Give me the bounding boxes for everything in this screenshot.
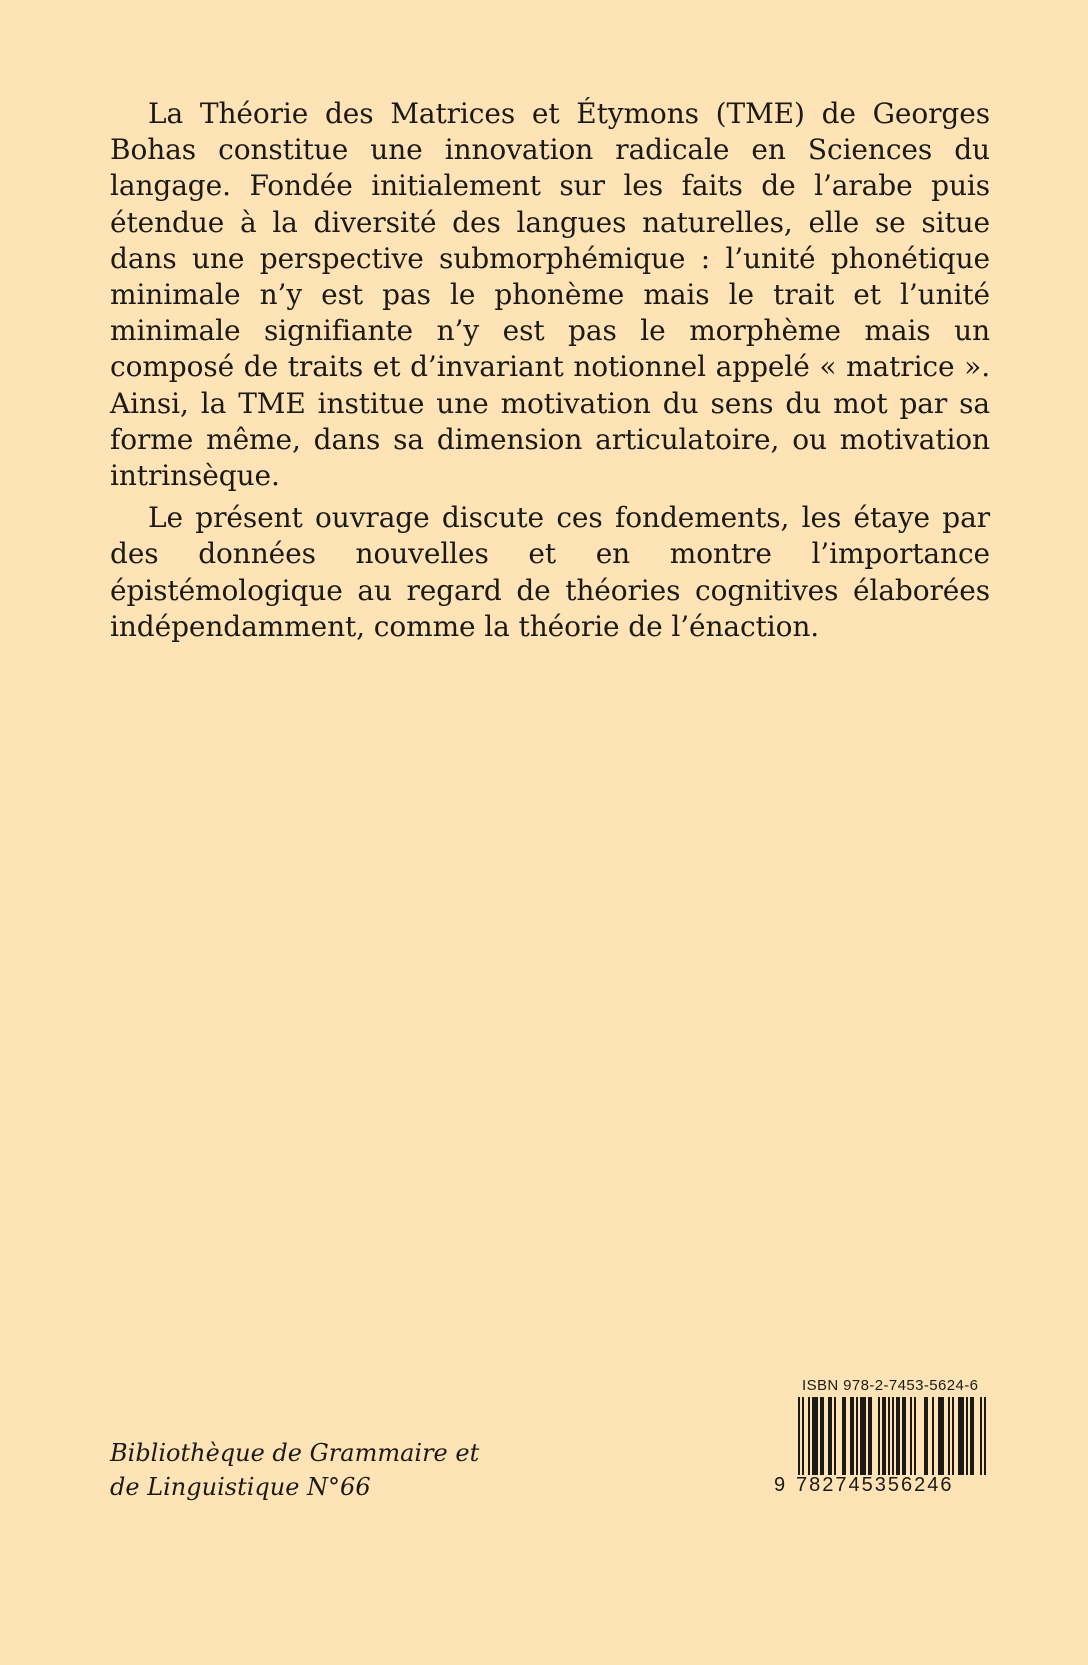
isbn-barcode [774, 1377, 988, 1495]
barcode-bar [938, 1397, 944, 1475]
barcode-bar [924, 1397, 928, 1475]
barcode-digit-groups: 782745356246 [796, 1474, 954, 1496]
barcode-bar [888, 1397, 890, 1475]
barcode-bar [952, 1397, 954, 1475]
barcode-bar [828, 1397, 832, 1475]
barcode-bar [948, 1397, 950, 1475]
barcode-bar [984, 1397, 986, 1475]
barcode-bar [808, 1397, 810, 1475]
barcode-bar [812, 1397, 818, 1475]
blurb-paragraph-2: Le présent ouvrage discute ces fondements, les étaye par des données nouvelles et en montre l’importance épistémologique au regard de théories cognitives élaborées indépendamment, comme la théorie de l’énaction. [110, 501, 990, 643]
barcode-bar [980, 1397, 982, 1475]
barcode-lead-digit: 9 [774, 1474, 788, 1496]
series-title [110, 1436, 530, 1504]
barcode-bar [966, 1397, 968, 1475]
barcode-bar [910, 1397, 912, 1475]
barcode-bar [868, 1397, 872, 1475]
barcode-bar [856, 1397, 858, 1475]
barcode-bar [850, 1397, 854, 1475]
barcode-bar [970, 1397, 974, 1475]
barcode-bar [802, 1397, 804, 1475]
barcode-bar [878, 1397, 880, 1475]
barcode-bars [798, 1397, 986, 1475]
barcode-bar [902, 1397, 906, 1475]
barcode-bar [882, 1397, 886, 1475]
barcode-bar [914, 1397, 916, 1475]
series-title-line-1: Bibliothèque de Grammaire et [110, 1439, 480, 1467]
barcode-bar [842, 1397, 846, 1475]
barcode-bar [896, 1397, 900, 1475]
barcode-bar [834, 1397, 836, 1475]
barcode-bar [820, 1397, 824, 1475]
barcode-bar [958, 1397, 964, 1475]
series-title-line-2: de Linguistique N°66 [110, 1473, 371, 1501]
isbn-label: ISBN 978-2-7453-5624-6 [802, 1377, 979, 1394]
barcode-digits [774, 1475, 988, 1495]
barcode-bar [932, 1397, 934, 1475]
blurb-paragraph-1: La Théorie des Matrices et Étymons (TME) de Georges Bohas constitue une innovation radicale en Sciences du langage. Fondée initialement sur les faits de l’arabe puis étendue à la diversité des langues naturelles, elle se situe dans une perspective submorphémique : l’unité phonétique minimale n’y est pas le phonème mais le trait et l’unité minimale signifiante n’y est pas le morphème mais un composé de traits et d’invariant notionnel appelé « matrice ». Ainsi, la TME institue une motivation du sens du mot par sa forme même, dans sa dimension articulatoire, ou motivation intrinsèque. [110, 97, 990, 493]
barcode-bar [860, 1397, 866, 1475]
barcode-bar [892, 1397, 894, 1475]
back-cover-blurb [110, 96, 990, 651]
barcode-bar [798, 1397, 800, 1475]
